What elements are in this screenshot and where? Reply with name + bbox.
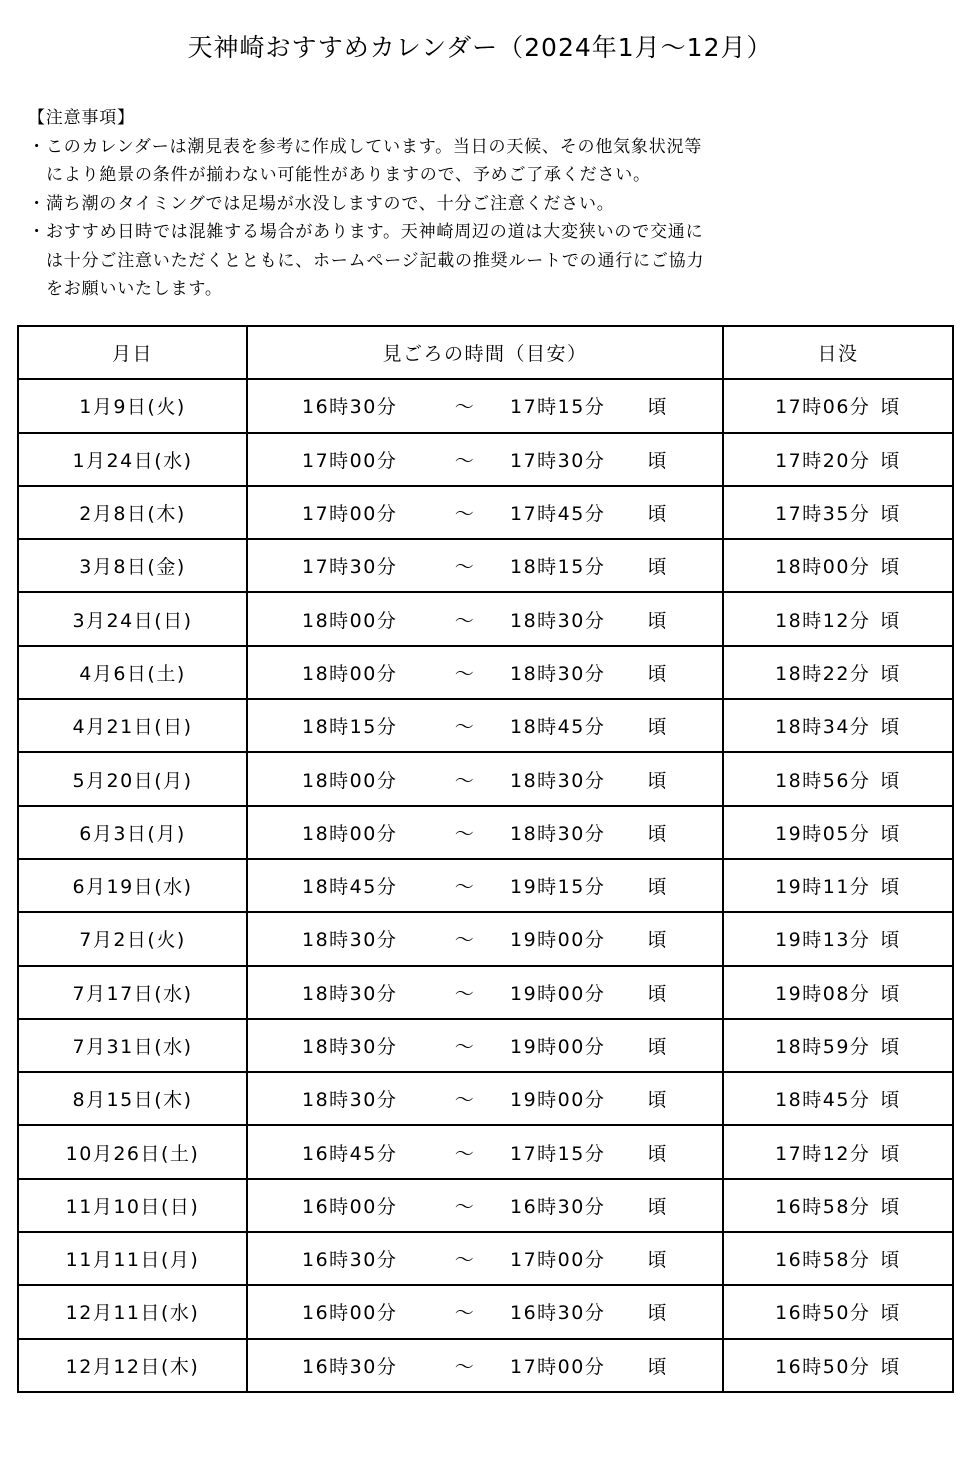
time-range-separator: ～	[454, 982, 476, 1005]
time-to: 19時00分	[510, 1036, 606, 1058]
time-to: 18時15分	[510, 556, 606, 579]
viewing-time-cell	[247, 646, 723, 699]
time-from: 18時30分	[302, 1089, 398, 1112]
time-from: 18時00分	[302, 822, 398, 845]
viewing-time-cell	[247, 1125, 723, 1178]
time-range-separator: ～	[454, 1195, 476, 1218]
sunset-cell	[723, 859, 953, 912]
time-from: 18時00分	[302, 609, 398, 632]
table-row	[18, 1125, 953, 1178]
sunset-time: 18時22分	[775, 662, 871, 685]
table-row	[18, 1339, 953, 1392]
viewing-time-cell	[247, 1232, 723, 1285]
sunset-time: 18時59分	[775, 1036, 871, 1058]
date-cell: 6月19日(水)	[18, 859, 247, 912]
viewing-time-cell	[247, 1019, 723, 1072]
table-body	[18, 379, 953, 1392]
table-row	[18, 1285, 953, 1338]
approx-marker: 頃	[647, 1142, 668, 1165]
approx-marker: 頃	[647, 982, 668, 1005]
sunset-cell	[723, 539, 953, 592]
approx-marker: 頃	[880, 716, 901, 739]
time-range-separator: ～	[454, 1036, 476, 1058]
time-to: 19時15分	[510, 876, 606, 899]
approx-marker: 頃	[880, 1355, 901, 1378]
date-cell: 6月3日(月)	[18, 806, 247, 859]
time-to: 18時30分	[510, 769, 606, 792]
approx-marker: 頃	[647, 503, 668, 526]
date-cell: 7月2日(火)	[18, 912, 247, 965]
time-from: 16時45分	[302, 1142, 398, 1165]
viewing-time-cell	[247, 966, 723, 1019]
approx-marker: 頃	[880, 662, 901, 685]
sunset-time: 18時56分	[775, 769, 871, 792]
time-to: 17時45分	[510, 503, 606, 526]
time-to: 17時30分	[510, 449, 606, 472]
sunset-time: 18時00分	[775, 556, 871, 579]
note-line: おすすめ日時では混雑する場合があります。天神崎周辺の道は大変狭いので交通に	[46, 222, 704, 242]
approx-marker: 頃	[647, 1089, 668, 1112]
time-range-separator: ～	[454, 1302, 476, 1325]
viewing-time-cell	[247, 912, 723, 965]
date-cell: 1月24日(水)	[18, 433, 247, 486]
sunset-cell	[723, 646, 953, 699]
approx-marker: 頃	[880, 1089, 901, 1112]
approx-marker: 頃	[647, 609, 668, 632]
approx-marker: 頃	[647, 1195, 668, 1218]
table-row	[18, 752, 953, 805]
time-from: 18時30分	[302, 1036, 398, 1058]
note-line: をお願いいたします。	[46, 279, 223, 299]
table-row	[18, 1179, 953, 1232]
time-from: 18時30分	[302, 982, 398, 1005]
approx-marker: 頃	[880, 449, 901, 472]
time-range-separator: ～	[454, 396, 476, 419]
viewing-time-cell	[247, 433, 723, 486]
recommendation-calendar-table	[17, 325, 954, 1393]
note-item	[28, 133, 928, 190]
time-range-separator: ～	[454, 449, 476, 472]
time-range-separator: ～	[454, 876, 476, 899]
sunset-cell	[723, 1232, 953, 1285]
date-cell: 7月31日(水)	[18, 1019, 247, 1072]
sunset-cell	[723, 379, 953, 432]
table-row	[18, 646, 953, 699]
approx-marker: 頃	[647, 822, 668, 845]
viewing-time-cell	[247, 486, 723, 539]
sunset-time: 17時20分	[775, 449, 871, 472]
table-row	[18, 1019, 953, 1072]
note-line: 満ち潮のタイミングでは足場が水没しますので、十分ご注意ください。	[46, 193, 615, 214]
approx-marker: 頃	[880, 503, 901, 526]
sunset-time: 16時50分	[775, 1302, 871, 1325]
approx-marker: 頃	[647, 449, 668, 472]
table-row	[18, 859, 953, 912]
date-cell: 4月6日(土)	[18, 646, 247, 699]
sunset-cell	[723, 486, 953, 539]
approx-marker: 頃	[880, 1036, 901, 1058]
viewing-time-cell	[247, 379, 723, 432]
note-bullet: ・	[28, 222, 46, 242]
date-cell: 4月21日(日)	[18, 699, 247, 752]
time-from: 18時45分	[302, 876, 398, 899]
time-from: 17時30分	[302, 556, 398, 579]
date-cell: 12月11日(水)	[18, 1285, 247, 1338]
sunset-time: 19時08分	[775, 982, 871, 1005]
sunset-cell	[723, 1339, 953, 1392]
sunset-time: 17時35分	[775, 503, 871, 526]
viewing-time-cell	[247, 806, 723, 859]
viewing-time-cell	[247, 1179, 723, 1232]
table-row	[18, 966, 953, 1019]
time-range-separator: ～	[454, 662, 476, 685]
time-range-separator: ～	[454, 556, 476, 579]
approx-marker: 頃	[647, 662, 668, 685]
time-from: 17時00分	[302, 449, 398, 472]
date-cell: 3月24日(日)	[18, 592, 247, 645]
time-range-separator: ～	[454, 1355, 476, 1378]
viewing-time-cell	[247, 859, 723, 912]
date-cell: 1月9日(火)	[18, 379, 247, 432]
time-from: 16時00分	[302, 1302, 398, 1325]
time-range-separator: ～	[454, 769, 476, 792]
approx-marker: 頃	[647, 769, 668, 792]
note-bullet: ・	[28, 136, 46, 157]
time-to: 17時00分	[510, 1249, 606, 1272]
approx-marker: 頃	[880, 609, 901, 632]
sunset-cell	[723, 752, 953, 805]
time-range-separator: ～	[454, 1142, 476, 1165]
sunset-time: 19時05分	[775, 822, 871, 845]
approx-marker: 頃	[880, 822, 901, 845]
table-row	[18, 699, 953, 752]
time-range-separator: ～	[454, 929, 476, 952]
date-cell: 12月12日(木)	[18, 1339, 247, 1392]
time-range-separator: ～	[454, 1249, 476, 1272]
viewing-time-cell	[247, 699, 723, 752]
time-range-separator: ～	[454, 716, 476, 739]
sunset-time: 16時58分	[775, 1249, 871, 1272]
sunset-cell	[723, 1285, 953, 1338]
sunset-cell	[723, 1019, 953, 1072]
time-to: 16時30分	[510, 1302, 606, 1325]
time-to: 17時00分	[510, 1355, 606, 1378]
sunset-time: 18時12分	[775, 609, 871, 632]
time-to: 18時30分	[510, 609, 606, 632]
sunset-cell	[723, 592, 953, 645]
time-from: 18時00分	[302, 662, 398, 685]
approx-marker: 頃	[647, 876, 668, 899]
date-cell: 11月11日(月)	[18, 1232, 247, 1285]
date-cell: 3月8日(金)	[18, 539, 247, 592]
time-from: 17時00分	[302, 503, 398, 526]
approx-marker: 頃	[880, 1302, 901, 1325]
table-row	[18, 379, 953, 432]
time-from: 16時30分	[302, 396, 398, 419]
table-row	[18, 1072, 953, 1125]
date-cell: 5月20日(月)	[18, 752, 247, 805]
sunset-time: 18時34分	[775, 716, 871, 739]
approx-marker: 頃	[880, 876, 901, 899]
approx-marker: 頃	[880, 982, 901, 1005]
time-range-separator: ～	[454, 822, 476, 845]
table-row	[18, 539, 953, 592]
notes-heading: 【注意事項】	[28, 108, 135, 128]
viewing-time-cell	[247, 539, 723, 592]
sunset-time: 19時13分	[775, 929, 871, 952]
approx-marker: 頃	[647, 556, 668, 579]
viewing-time-cell	[247, 1339, 723, 1392]
time-from: 18時00分	[302, 769, 398, 792]
approx-marker: 頃	[880, 1249, 901, 1272]
note-line: は十分ご注意いただくとともに、ホームページ記載の推奨ルートでの通行にご協力	[46, 250, 705, 271]
time-from: 16時30分	[302, 1355, 398, 1378]
sunset-cell	[723, 1179, 953, 1232]
time-range-separator: ～	[454, 1089, 476, 1112]
time-to: 18時30分	[510, 822, 606, 845]
approx-marker: 頃	[880, 396, 901, 419]
approx-marker: 頃	[647, 716, 668, 739]
viewing-time-cell	[247, 752, 723, 805]
time-range-separator: ～	[454, 503, 476, 526]
sunset-cell	[723, 699, 953, 752]
sunset-cell	[723, 1072, 953, 1125]
viewing-time-cell	[247, 1072, 723, 1125]
time-to: 18時30分	[510, 662, 606, 685]
approx-marker: 頃	[647, 1355, 668, 1378]
sunset-cell	[723, 966, 953, 1019]
note-line: このカレンダーは潮見表を参考に作成しています。当日の天候、その他気象状況等	[46, 136, 703, 157]
approx-marker: 頃	[647, 1036, 668, 1058]
approx-marker: 頃	[880, 929, 901, 952]
time-to: 16時30分	[510, 1195, 606, 1218]
sunset-cell	[723, 433, 953, 486]
note-item	[28, 190, 928, 219]
sunset-time: 18時45分	[775, 1089, 871, 1112]
time-to: 17時15分	[510, 396, 606, 419]
date-cell: 7月17日(水)	[18, 966, 247, 1019]
approx-marker: 頃	[880, 769, 901, 792]
sunset-time: 16時58分	[775, 1195, 871, 1218]
time-to: 19時00分	[510, 929, 606, 952]
table-row	[18, 592, 953, 645]
time-from: 18時30分	[302, 929, 398, 952]
date-cell: 10月26日(土)	[18, 1125, 247, 1178]
time-to: 17時15分	[510, 1142, 606, 1165]
table-row	[18, 806, 953, 859]
time-to: 19時00分	[510, 1089, 606, 1112]
time-to: 19時00分	[510, 982, 606, 1005]
sunset-cell	[723, 1125, 953, 1178]
sunset-time: 16時50分	[775, 1355, 871, 1378]
approx-marker: 頃	[880, 556, 901, 579]
notes-section	[28, 104, 928, 304]
sunset-time: 17時12分	[775, 1142, 871, 1165]
time-from: 16時00分	[302, 1195, 398, 1218]
column-header-date: 月日	[18, 326, 247, 379]
time-range-separator: ～	[454, 609, 476, 632]
table-row	[18, 433, 953, 486]
approx-marker: 頃	[880, 1195, 901, 1218]
page-title: 天神崎おすすめカレンダー（2024年1月～12月）	[187, 33, 773, 62]
approx-marker: 頃	[880, 1142, 901, 1165]
approx-marker: 頃	[647, 396, 668, 419]
date-cell: 8月15日(木)	[18, 1072, 247, 1125]
note-item	[28, 218, 928, 304]
viewing-time-cell	[247, 592, 723, 645]
column-header-sunset: 日没	[723, 326, 953, 379]
approx-marker: 頃	[647, 1249, 668, 1272]
table-row	[18, 912, 953, 965]
time-from: 18時15分	[302, 716, 398, 739]
time-from: 16時30分	[302, 1249, 398, 1272]
table-row	[18, 1232, 953, 1285]
note-bullet: ・	[28, 193, 46, 214]
time-to: 18時45分	[510, 716, 606, 739]
date-cell: 11月10日(日)	[18, 1179, 247, 1232]
viewing-time-cell	[247, 1285, 723, 1338]
table-row	[18, 486, 953, 539]
approx-marker: 頃	[647, 1302, 668, 1325]
note-line: により絶景の条件が揃わない可能性がありますので、予めご了承ください。	[46, 165, 651, 185]
table-header-row	[18, 326, 953, 379]
sunset-cell	[723, 806, 953, 859]
column-header-viewing-time: 見ごろの時間（目安）	[247, 326, 723, 379]
sunset-time: 19時11分	[775, 876, 871, 899]
date-cell: 2月8日(木)	[18, 486, 247, 539]
sunset-cell	[723, 912, 953, 965]
approx-marker: 頃	[647, 929, 668, 952]
sunset-time: 17時06分	[775, 396, 871, 419]
